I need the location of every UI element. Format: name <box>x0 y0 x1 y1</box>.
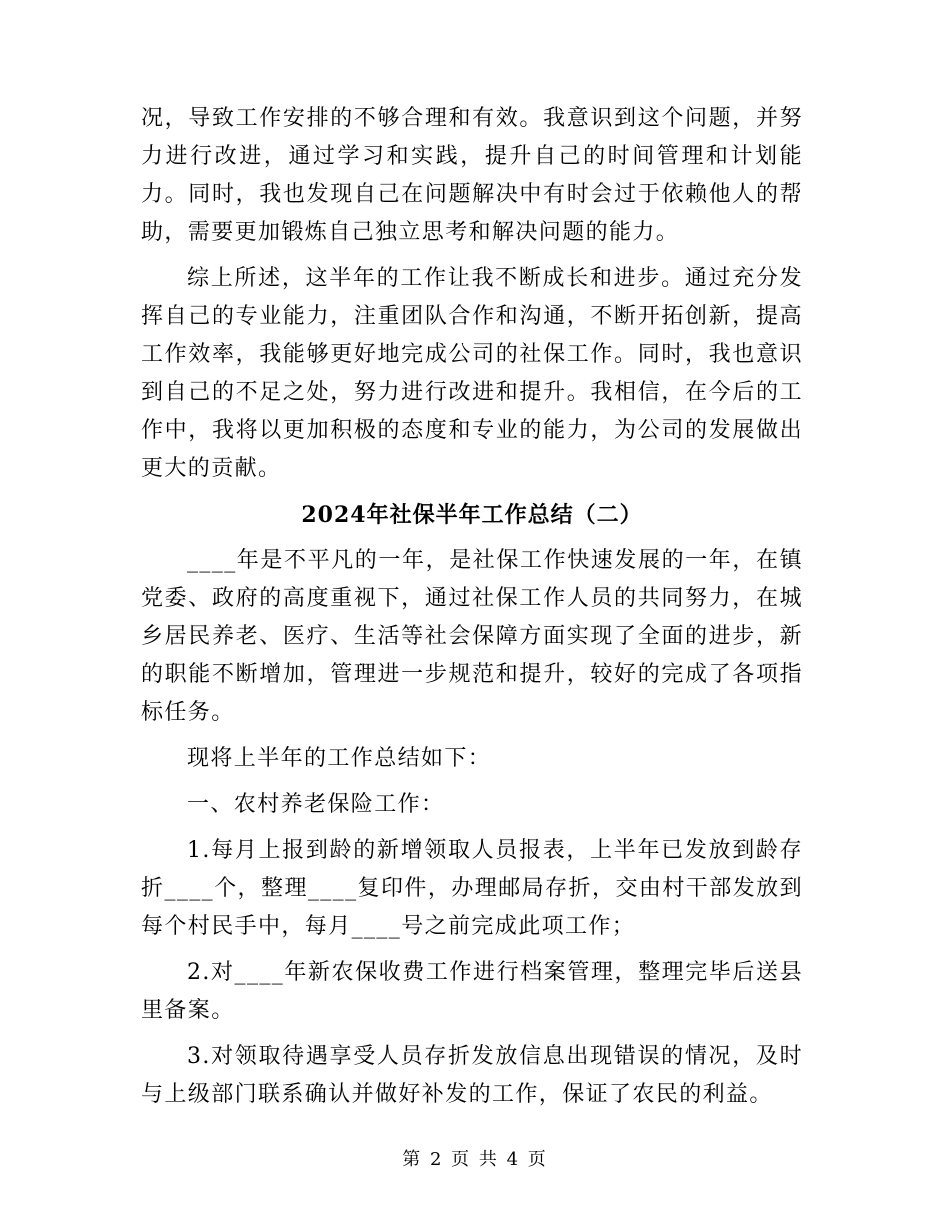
paragraph-item-2: 2.对____年新农保收费工作进行档案管理，整理完毕后送县里备案。 <box>141 960 803 1023</box>
paragraph-item-1: 1.每月上报到龄的新增领取人员报表，上半年已发放到龄存折____个，整理____复印件，办理邮局存折，交由村干部发放到每个村民手中，每月____号之前完成此项工作； <box>141 838 803 939</box>
page-number-footer: 第 2 页 共 4 页 <box>402 1149 548 1170</box>
document-body <box>141 100 803 1114</box>
paragraph-lead: 现将上半年的工作总结如下： <box>187 746 492 771</box>
paragraph-subheading: 一、农村养老保险工作： <box>187 792 445 817</box>
paragraph-intro: ____年是不平凡的一年，是社保工作快速发展的一年，在镇党委、政府的高度重视下，通过社保工作人员的共同努力，在城乡居民养老、医疗、生活等社会保障方面实现了全面的进步，新的职能不断增加，管理进一步规范和提升，较好的完成了各项指标任务。 <box>141 548 803 725</box>
section-title: 2024年社保半年工作总结（二） <box>301 502 643 528</box>
paragraph-item-3: 3.对领取待遇享受人员存折发放信息出现错误的情况，及时与上级部门联系确认并做好补发的工作，保证了农民的利益。 <box>141 1044 803 1107</box>
paragraph-summary: 综上所述，这半年的工作让我不断成长和进步。通过充分发挥自己的专业能力，注重团队合作和沟通，不断开拓创新，提高工作效率，我能够更好地完成公司的社保工作。同时，我也意识到自己的不足之处，努力进行改进和提升。我相信，在今后的工作中，我将以更加积极的态度和专业的能力，为公司的发展做出更大的贡献。 <box>141 266 803 481</box>
paragraph-continuation: 况，导致工作安排的不够合理和有效。我意识到这个问题，并努力进行改进，通过学习和实践，提升自己的时间管理和计划能力。同时，我也发现自己在问题解决中有时会过于依赖他人的帮助，需要更加锻炼自己独立思考和解决问题的能力。 <box>141 106 803 245</box>
